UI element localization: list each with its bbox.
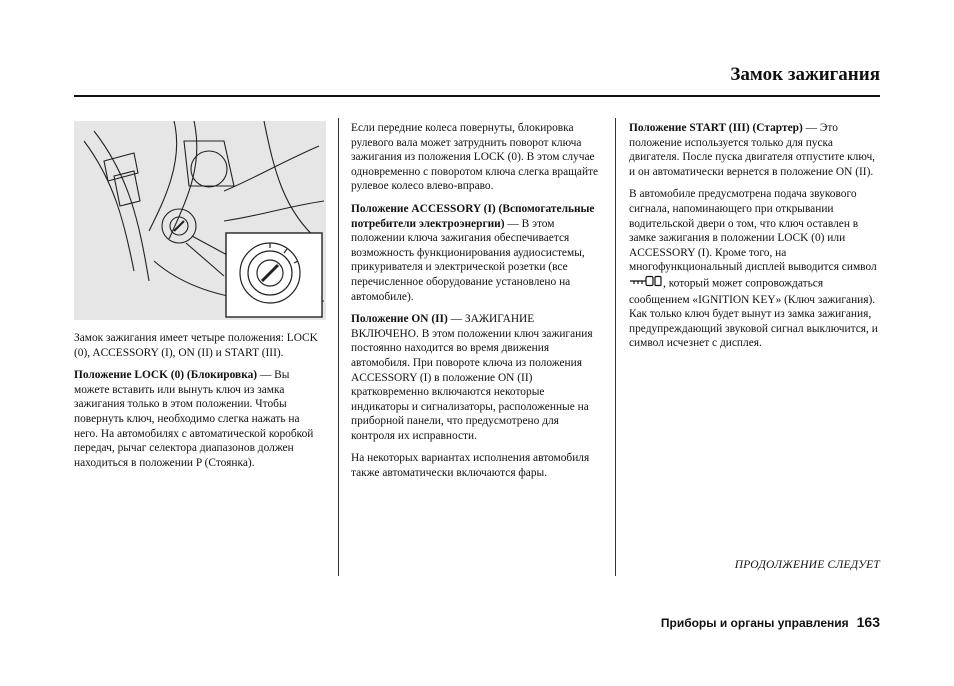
warning-paragraph	[629, 187, 881, 351]
start-text: — Это положение используется только для пуска двигателя. После пуска двигателя отпустите ключ, и он автоматически вернется в положение ON (II).	[629, 122, 876, 178]
ignition-switch-drawing	[74, 121, 326, 320]
accessory-heading: Положение ACCESSORY (I) (Вспомогательные потребители электроэнергии)	[351, 202, 595, 230]
on-text: — ЗАЖИГАНИЕ ВКЛЮЧЕНО. В этом положении ключ зажигания постоянно находится во время движения автомобиля. При повороте ключа из положения ACCESSORY (I) в положение ON (II) кратковременно включаются некоторые индикаторы и сигнализаторы, расположенные на приборной панели, что предусмотрено для контроля их исправности.	[351, 313, 593, 442]
lock-heading: Положение LOCK (0) (Блокировка)	[74, 369, 258, 382]
start-paragraph	[629, 121, 881, 179]
continued-label: ПРОДОЛЖЕНИЕ СЛЕДУЕТ	[734, 559, 880, 571]
ignition-key-icon	[629, 275, 663, 293]
column-divider-1	[338, 118, 339, 576]
warning-text-a: В автомобиле предусмотрена подача звукового сигнала, напоминающего при открывании водительской двери о том, что ключ оставлен в замке зажигания в положении LOCK (0) или ACCESSORY (I). Кроме того, на многофункциональный дисплей выводится символ	[629, 188, 877, 274]
column-2	[351, 121, 603, 489]
steering-lock-paragraph: Если передние колеса повернуты, блокировка рулевого вала может затруднить поворот ключа зажигания из положения LOCK (0). В этом случае одновременно с поворотом ключа слегка вращайте рулевое колесо влево-вправо.	[351, 122, 599, 193]
footer-section: Приборы и органы управления	[660, 616, 849, 630]
warning-text-b: , который может сопровождаться сообщением «IGNITION KEY» (Ключ зажигания). Как только ключ будет вынут из замка зажигания, предупреждающий звуковой сигнал выключится, и символ исчезнет с дисплея.	[629, 277, 878, 350]
page-title: Замок зажигания	[730, 64, 880, 85]
lock-text: — Вы можете вставить или вынуть ключ из замка зажигания только в этом положении. Чтобы повернуть ключ, необходимо слегка нажать на него. На автомобилях с автоматической коробкой передач, рычаг селектора диапазонов должен находиться в положении P (Стоянка).	[74, 369, 314, 469]
ignition-switch-illustration	[74, 121, 326, 320]
intro-paragraph: Замок зажигания имеет четыре положения: LOCK (0), ACCESSORY (I), ON (II) и START (III).	[74, 332, 318, 359]
accessory-text: — В этом положении ключа зажигания обеспечивается возможность функционирования аудиосистемы, прикуривателя и электрической розетки (все перечисленное оборудование установлено на автомобиле).	[351, 217, 585, 303]
page-number: 163	[856, 614, 880, 630]
on-paragraph	[351, 312, 603, 443]
accessory-paragraph	[351, 202, 603, 304]
column-divider-2	[615, 118, 616, 576]
lock-paragraph	[74, 368, 326, 470]
headlights-paragraph: На некоторых вариантах исполнения автомобиля также автоматически включаются фары.	[351, 452, 590, 480]
title-rule	[74, 95, 880, 97]
start-heading: Положение START (III) (Стартер)	[629, 122, 803, 134]
on-heading: Положение ON (II)	[351, 313, 448, 326]
column-3	[629, 121, 881, 359]
page-footer	[661, 614, 880, 630]
column-1	[74, 331, 326, 478]
